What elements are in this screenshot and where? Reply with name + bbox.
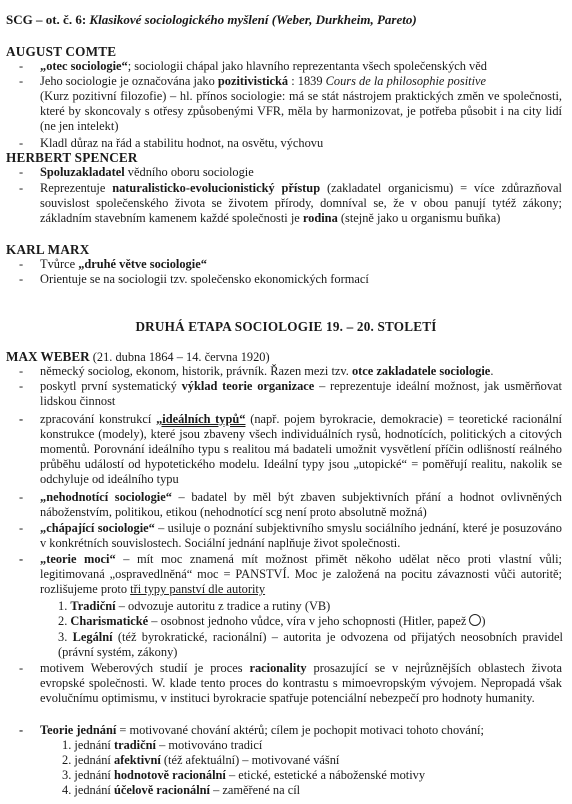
- spencer-bullet-2: - Reprezentuje naturalisticko-evolucionistický přístup (zakladatel organicismu) = více zdůrazňoval souvislost společenského života se životem přírody, domníval se, že v obou panují tytéž zákony; základním stavebním kamenem každé společnosti je rodina (stejně jako u organismu buňka): [40, 181, 562, 226]
- section-heading: DRUHÁ ETAPA SOCIOLOGIE 19. – 20. STOLETÍ: [135, 319, 437, 334]
- header-title: Klasikové sociologického myšlení (Weber, Durkheim, Pareto): [89, 12, 417, 27]
- power-type-2: 2. Charismatické – osobnost jednoho vůdce, víra v jeho schopnosti (Hitler, papež ): [58, 614, 486, 628]
- heading-marx: KARL MARX: [6, 242, 90, 257]
- marx-bullet-1: - Tvůrce „druhé větve sociologie“: [40, 257, 562, 272]
- heading-weber: MAX WEBER (21. dubna 1864 – 14. června 1920): [6, 349, 270, 364]
- power-type-3: 3. Legální (též byrokratické, racionální) – autorita je odvozena od přijatých neosobních pravidel (právní systém, zákony): [58, 630, 564, 659]
- header-prefix: SCG – ot. č. 6:: [6, 12, 90, 27]
- weber-bullet-6: - „teorie moci“ – mít moc znamená mít možnost přimět někoho udělat něco proti vlastní vůli; legitimovaná „ospravedlněná“ moc = PANSTVÍ. Moc je založená na pocitu závaznosti vůči autoritě; rozlišujeme proto tři typy panství dle autority: [40, 552, 562, 597]
- action-type-4: 4. jednání účelově racionální – zaměřené na cíl: [62, 783, 301, 797]
- heading-comte: AUGUST COMTE: [6, 44, 117, 59]
- marx-bullet-2: - Orientuje se na sociologii tzv. společensko ekonomických formací: [40, 272, 562, 287]
- weber-bullet-8: - Teorie jednání = motivované chování aktérů; cílem je pochopit motivaci tohoto chování;: [40, 723, 562, 738]
- smiley-icon: [469, 614, 481, 626]
- weber-bullet-4: - „nehodnotící sociologie“ – badatel by měl být zbaven subjektivních přání a hodnot ovlivněných náboženstvím, politikou, etikou (nehodnotící scg není proto absolutně možná): [40, 490, 562, 520]
- power-type-1: 1. Tradiční – odvozuje autoritu z tradice a rutiny (VB): [58, 599, 331, 613]
- weber-bullet-2: - poskytl první systematický výklad teorie organizace – reprezentuje ideální možnost, jak usměrňovat lidskou činnost: [40, 379, 562, 409]
- action-type-3: 3. jednání hodnotově racionální – etické, estetické a náboženské motivy: [62, 768, 426, 782]
- comte-bullet-2: - Jeho sociologie je označována jako pozitivistická : 1839 Cours de la philosophie positive (Kurz pozitivní filozofie) – hl. přínos sociologie: má se stát nástrojem praktických změn ve společnosti, které by skoncovaly s otřesy způsobenými VFR, měla by harmonizovat, je potřeba působit i na city lidí (ne jen intelekt): [40, 74, 562, 134]
- comte-bullet-3: - Kladl důraz na řád a stabilitu hodnot, na osvětu, výchovu: [40, 136, 562, 151]
- weber-bullet-3: - zpracování konstrukcí „ideálních typů“ (např. pojem byrokracie, demokracie) = teoretické racionální konstrukce (modely), které jsou zbaveny všech individuálních rysů, hodnotících, politických a citových momentů. Porovnání ideálního typu s realitou má badateli umožnit vysvětlení příčin odlišností reálného průběhu událostí od hypotetického modelu. Ideální typy jsou „utopické“ = poměřují realitu, nakolik se odchyluje od ideálního typu: [40, 412, 562, 487]
- comte-bullet-1: - „otec sociologie“; sociologii chápal jako hlavního reprezentanta všech společenských věd: [40, 59, 562, 74]
- weber-bullet-7: - motivem Weberových studií je proces racionality prosazující se v nejrůznějších oblastech života evropské společnosti. W. klade tento proces do kontrastu s mimoevropským vývojem. Nepropadá však evolučnímu optimismu, v instituci byrokracie spatřuje potenciální nebezpečí pro hodnoty humanity.: [40, 661, 562, 706]
- document-header: [6, 12, 566, 27]
- action-type-1: 1. jednání tradiční – motivováno tradicí: [62, 738, 263, 752]
- action-type-2: 2. jednání afektivní (též afektuální) – motivované vášní: [62, 753, 340, 767]
- weber-bullet-1: - německý sociolog, ekonom, historik, právník. Řazen mezi tzv. otce zakladatele sociologie.: [40, 364, 562, 379]
- spencer-bullet-1: - Spoluzakladatel vědního oboru sociologie: [40, 165, 562, 180]
- weber-bullet-5: - „chápající sociologie“ – usiluje o poznání subjektivního smyslu sociálního jednání, které je posuzováno v konkrétních souvislostech. Sociální jednání naplňuje život společnosti.: [40, 521, 562, 551]
- heading-spencer: HERBERT SPENCER: [6, 150, 138, 165]
